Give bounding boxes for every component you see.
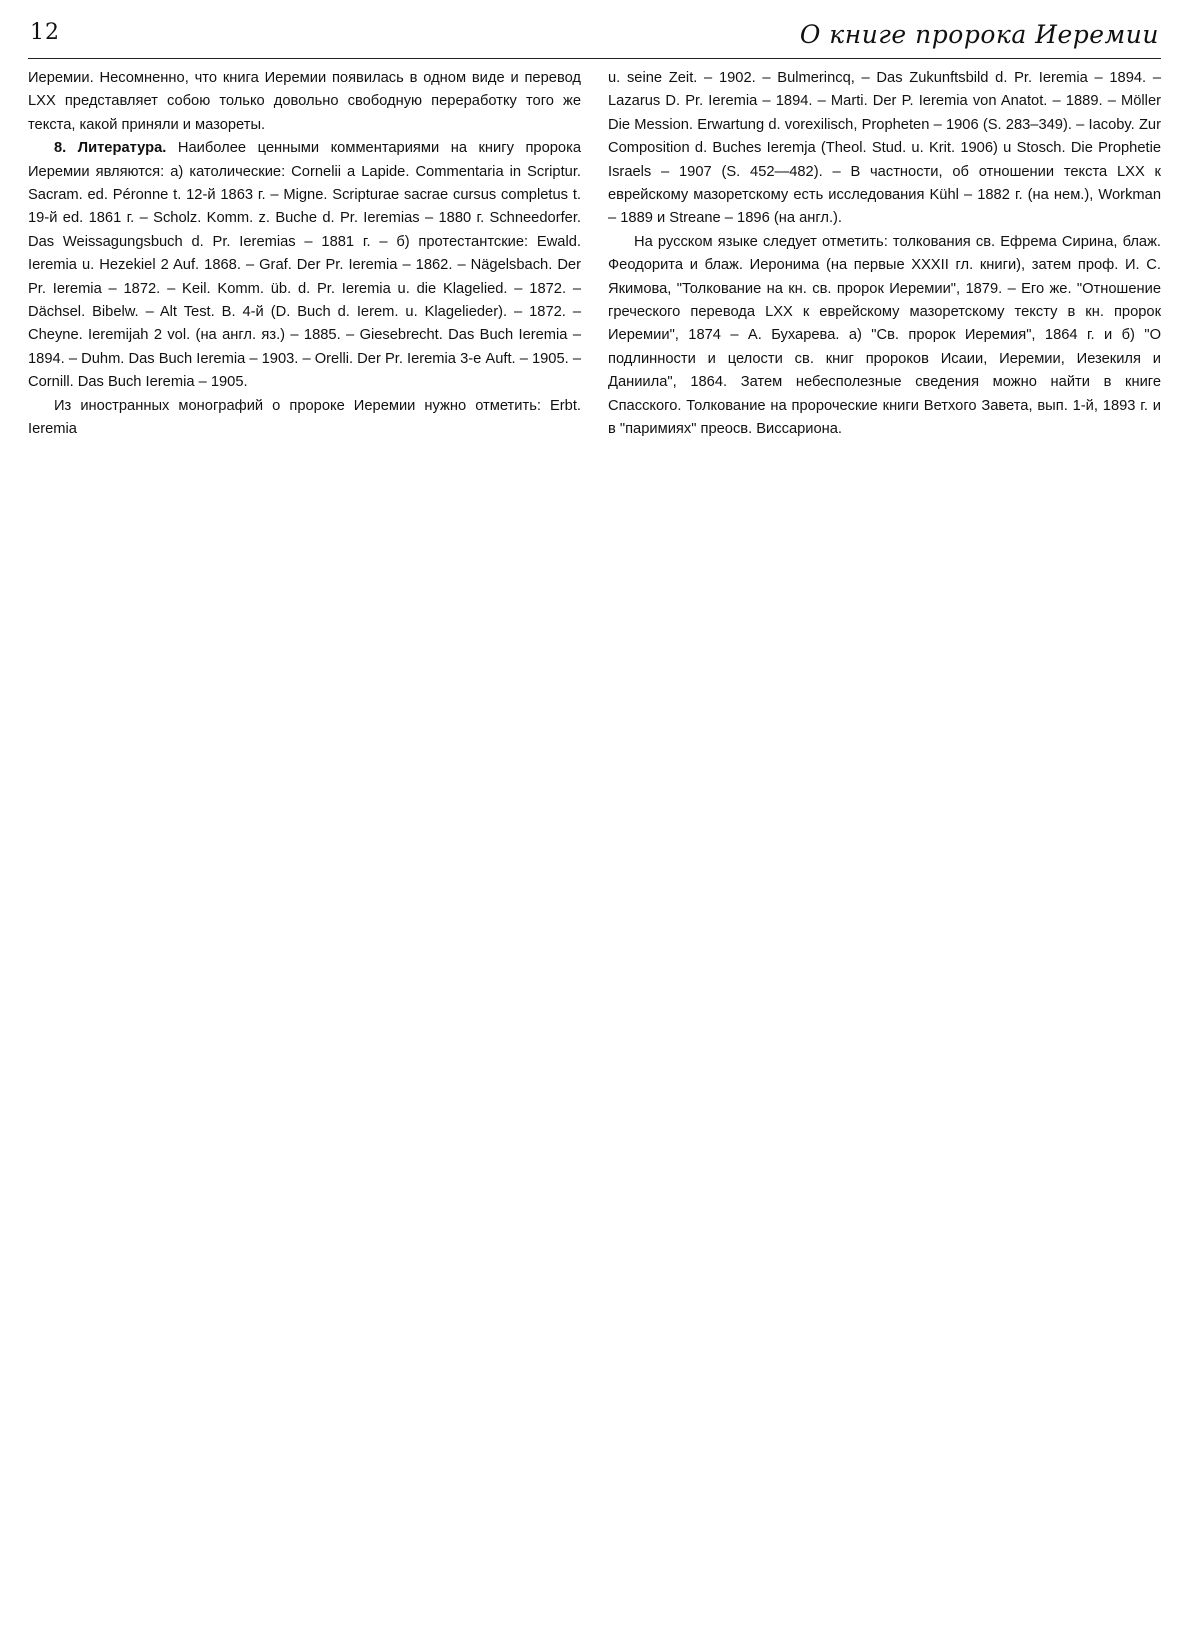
section-heading-literature: 8. Литература. <box>54 140 167 157</box>
running-head <box>28 18 1161 59</box>
paragraph-monographs-continued: u. seine Zeit. – 1902. – Bulmerincq, – Das Zukunftsbild d. Pr. Ieremia – 1894. – Lazarus D. Pr. Ieremia – 1894. – Marti. Der P. Ieremia von Anatot. – 1889. – Möller Die Mession. Erwartung d. vorexilisch, Propheten – 1906 (S. 283–349). – Iacoby. Zur Composition d. Buches Ieremja (Theol. Stud. u. Krit. 1906) u Stosch. Die Prophetie Israels – 1907 (S. 452—482). – В частности, об отношении текста LXX к еврейскому мазоретскому есть исследования Kühl – 1882 г. (на нем.), Workman – 1889 и Streane – 1896 (на англ.). <box>608 70 1161 227</box>
page-number: 12 <box>30 20 60 45</box>
running-title: О книге пророка Иеремии <box>799 20 1159 49</box>
paragraph-literature <box>28 137 581 394</box>
left-column <box>28 67 581 442</box>
paragraph-russian-literature: На русском языке следует отметить: толкования св. Ефрема Сирина, блаж. Феодорита и блаж. Иеронима (на первые XXXII гл. книги), затем проф. И. С. Якимова, "Толкование на кн. св. пророк Иеремии", 1879. – Его же. "Отношение греческого перевода LXX к еврейскому мазоретскому тексту в кн. пророк Иеремии", 1874 – А. Бухарева. а) "Св. пророк Иеремия", 1864 г. и б) "О подлинности и целости св. книг пророков Исаии, Иеремии, Иезекиля и Даниила", 1864. Затем небесполезные сведения можно найти в книге Спасского. Толкование на пророческие книги Ветхого Завета, вып. 1-й, 1893 г. и в "паримиях" преосв. Виссариона. <box>608 233 1161 438</box>
paragraph-literature-text: Наиболее ценными комментариями на книгу пророка Иеремии являются: а) католические: Cornelii a Lapide. Commentaria in Scriptur. Sacram. ed. Péronne t. 12-й 1863 г. – Migne. Scripturae sacrae cursus completus t. 19-й ed. 1861 г. – Scholz. Komm. z. Buche d. Pr. Ieremias – 1880 г. Schneedorfer. Das Weissagungsbuch d. Pr. Ieremias – 1881 г. – б) протестантские: Ewald. Ieremia u. Hezekiel 2 Auf. 1868. – Graf. Der Pr. Ieremia – 1862. – Nägelsbach. Der Pr. Ieremia – 1872. – Keil. Komm. üb. d. Pr. Ieremia u. die Klagelied. – 1872. – Dächsel. Bibelw. – Alt Test. B. 4-й (D. Buch d. Ierem. u. Klagelieder). – 1872. – Cheyne. Ieremijah 2 vol. (на англ. яз.) – 1885. – Giesebrecht. Das Buch Ieremia – 1894. – Duhm. Das Buch Ieremia – 1903. – Orelli. Der Pr. Ieremia 3-е Auft. – 1905. – Cornill. Das Buch Ieremia – 1905. <box>28 140 582 391</box>
right-column <box>608 67 1161 442</box>
paragraph-monographs: Из иностранных монографий о пророке Иеремии нужно отметить: Erbt. Ieremia <box>28 397 581 438</box>
paragraph-continuation: Иеремии. Несомненно, что книга Иеремии появилась в одном виде и перевод LXX представляет собою только довольно свободную переработку того же текста, какой приняли и мазореты. <box>28 70 581 133</box>
